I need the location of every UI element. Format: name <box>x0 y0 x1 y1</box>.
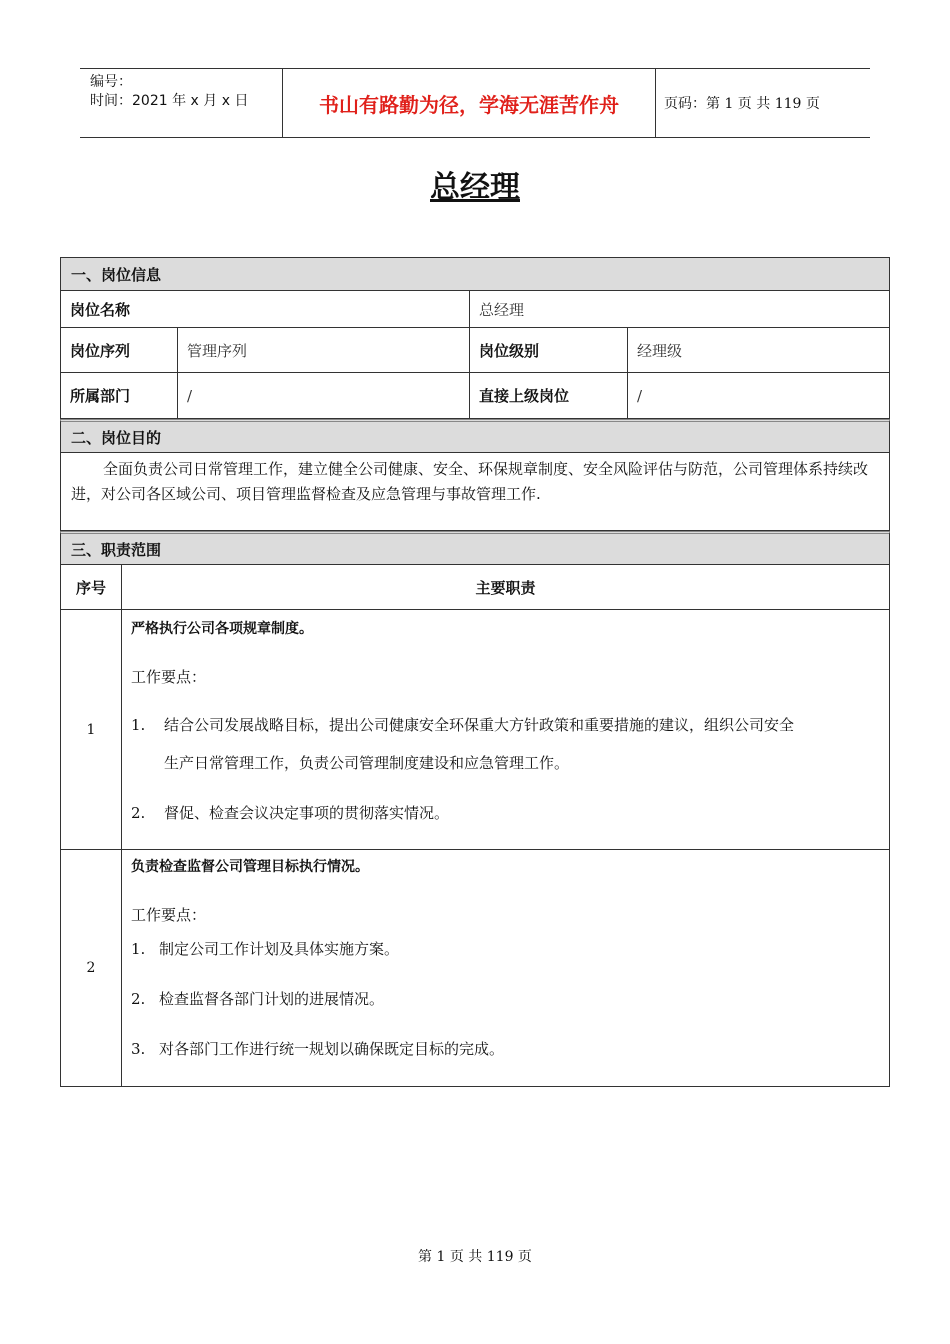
page-header <box>80 68 870 138</box>
page-footer: 第 1 页 共 119 页 <box>418 1249 532 1265</box>
item-number: 1. <box>131 716 146 734</box>
item-text-line1: 督促、检查会议决定事项的贯彻落实情况。 <box>164 804 450 822</box>
list-item <box>131 930 879 968</box>
list-item <box>131 980 879 1018</box>
row-sequence-level <box>60 328 890 373</box>
sequence-value: 管理序列 <box>187 341 248 360</box>
points-label: 工作要点： <box>131 668 207 686</box>
item-number: 3. <box>131 1040 146 1058</box>
level-value: 经理级 <box>637 341 683 360</box>
item-number: 2. <box>131 804 146 822</box>
position-name-label: 岗位名称 <box>70 300 131 319</box>
duties-header-row <box>60 565 890 610</box>
superior-label: 直接上级岗位 <box>479 387 570 405</box>
department-value: / <box>187 386 193 405</box>
header-page-info: 页码：第 1 页 共 119 页 <box>664 96 820 112</box>
list-item <box>131 706 879 786</box>
row-number: 1 <box>86 721 96 738</box>
department-label: 所属部门 <box>70 387 131 405</box>
item-number: 2. <box>131 990 146 1008</box>
points-label: 工作要点： <box>131 906 207 924</box>
sequence-label: 岗位序列 <box>70 341 131 360</box>
duty-title: 负责检查监督公司管理目标执行情况。 <box>131 859 369 875</box>
row-department-superior <box>60 373 890 419</box>
code-label: 编号： <box>90 74 132 90</box>
header-motto: 书山有路勤为径，学海无涯苦作舟 <box>282 69 656 137</box>
document-title: 总经理 <box>430 170 520 205</box>
list-item <box>131 794 879 832</box>
col-duty-header: 主要职责 <box>475 578 536 597</box>
header-meta <box>90 73 280 111</box>
purpose-text: 全面负责公司日常管理工作，建立健全公司健康、安全、环保规章制度、安全风险评估与防范，公司管理体系持续改进，对公司各区域公司、项目管理监督检查及应急管理与事故管理工作. <box>60 453 890 531</box>
section-heading-duties: 三、职责范围 <box>60 531 890 565</box>
table-row <box>60 850 890 1087</box>
table-row <box>60 610 890 850</box>
item-text-line1: 检查监督各部门计划的进展情况。 <box>159 990 385 1008</box>
section-heading-purpose: 二、岗位目的 <box>60 419 890 453</box>
section-heading-position-info: 一、岗位信息 <box>60 257 890 291</box>
item-number: 1. <box>131 940 146 958</box>
list-item <box>131 1030 879 1068</box>
level-label: 岗位级别 <box>479 341 540 360</box>
job-description-form <box>60 257 890 1087</box>
col-number-header: 序号 <box>75 578 106 597</box>
item-text-line1: 对各部门工作进行统一规划以确保既定目标的完成。 <box>159 1040 505 1058</box>
date-line: 时间：2021 年 x 月 x 日 <box>90 93 249 109</box>
duty-title: 严格执行公司各项规章制度。 <box>131 621 313 637</box>
superior-value: / <box>637 386 643 405</box>
item-text-line2: 生产日常管理工作，负责公司管理制度建设和应急管理工作。 <box>164 754 570 772</box>
item-text-line1: 结合公司发展战略目标，提出公司健康安全环保重大方针政策和重要措施的建议，组织公司安全 <box>164 716 795 734</box>
row-position-name <box>60 291 890 328</box>
row-number: 2 <box>86 960 96 976</box>
position-name-value: 总经理 <box>479 300 525 319</box>
item-text-line1: 制定公司工作计划及具体实施方案。 <box>159 940 400 958</box>
